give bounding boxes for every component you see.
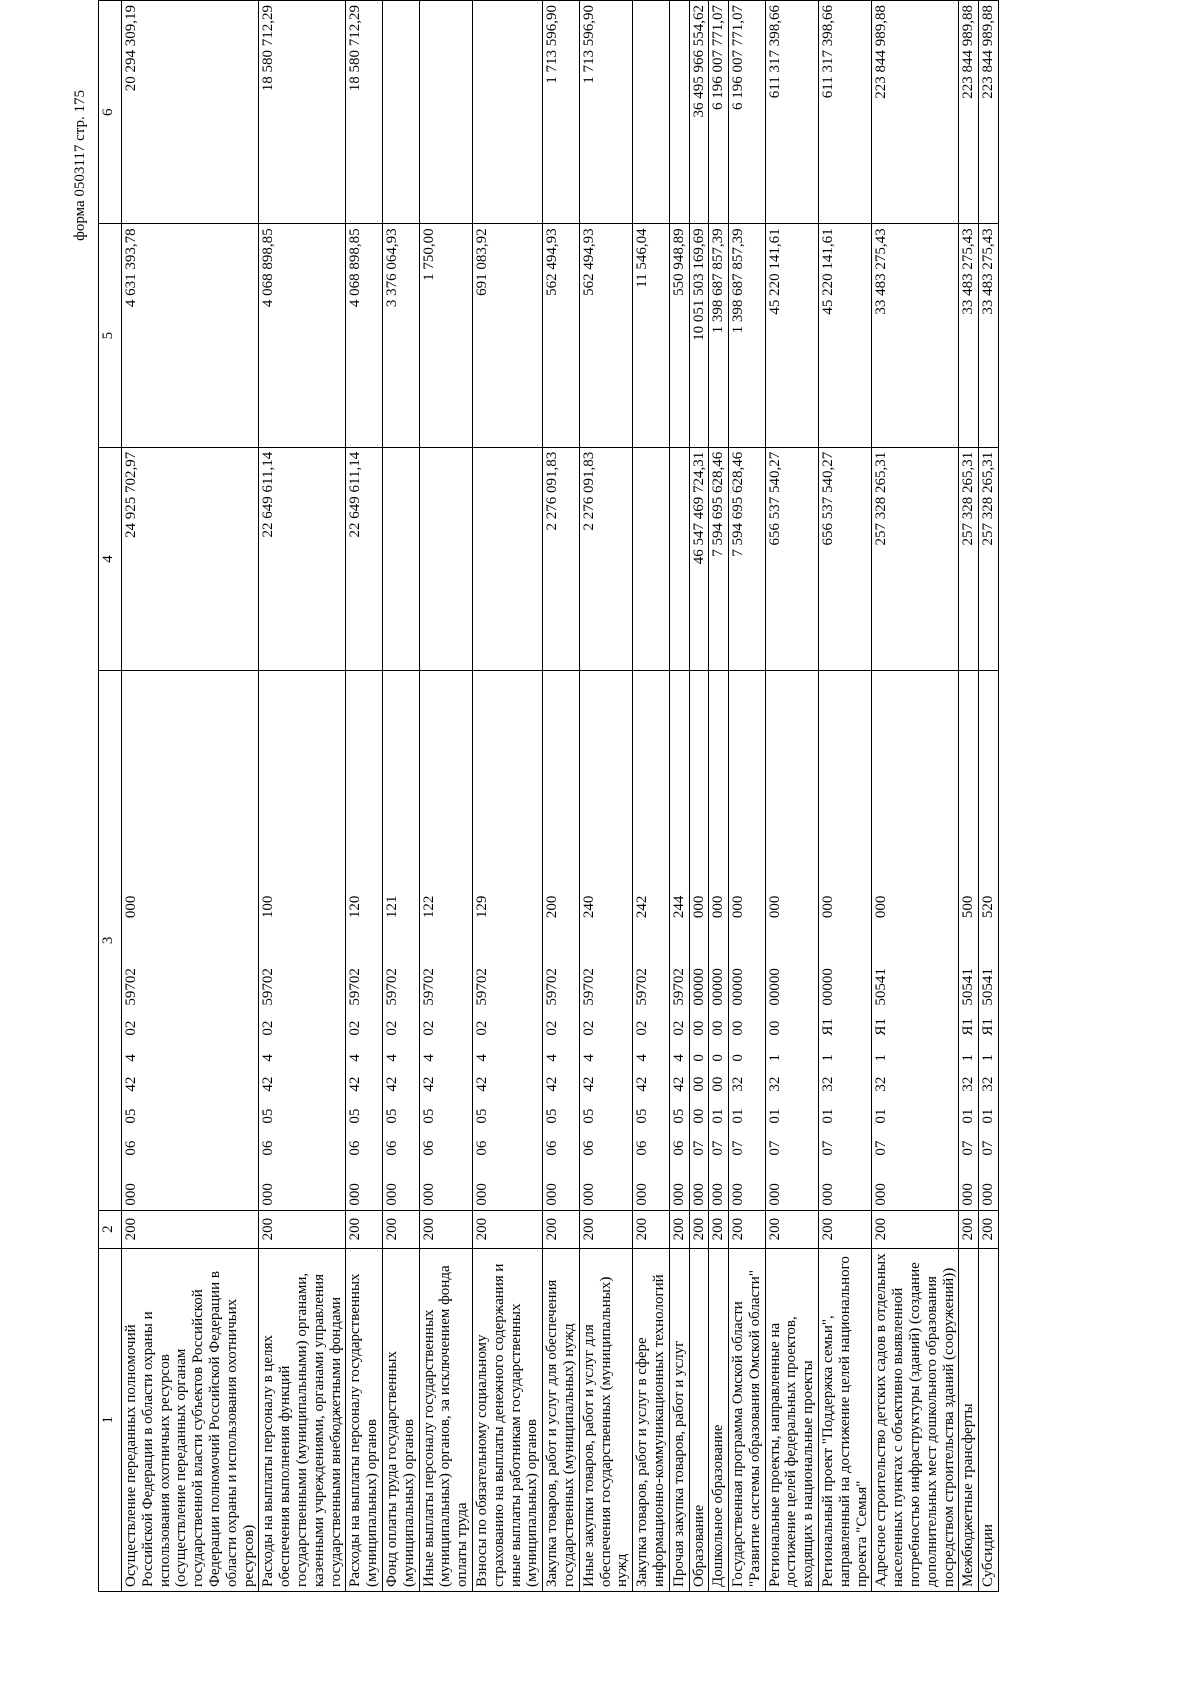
classification-part: 05 [420, 1108, 437, 1124]
classification-part: 42 [580, 1076, 597, 1092]
classification-part: 121 [383, 895, 400, 919]
classification-part: 000 [383, 1183, 400, 1206]
classification-part: 59702 [383, 968, 400, 1006]
row-col5-cell: 45 220 141,61 [819, 224, 872, 447]
table-row [579, 1, 632, 1592]
classification-part: 01 [873, 1108, 890, 1124]
row-col4-cell [472, 447, 542, 670]
row-code-cell: 200 [765, 1210, 818, 1248]
classification-part: 06 [383, 1140, 400, 1156]
classification-part: 42 [260, 1076, 277, 1092]
classification-part: 000 [820, 895, 837, 919]
classification-part: 06 [420, 1140, 437, 1156]
row-col5-cell: 691 083,92 [472, 224, 542, 447]
row-col5-cell: 4 068 898,85 [346, 224, 383, 447]
row-code-cell: 200 [419, 1210, 472, 1248]
row-col4-cell: 257 328 265,31 [979, 447, 999, 670]
table-row [633, 1, 670, 1592]
classification-part: 42 [383, 1076, 400, 1092]
header-col-3: 3 [99, 671, 122, 1210]
classification-part: 06 [123, 1140, 139, 1156]
row-classification-cell [979, 671, 999, 1210]
classification-part: 120 [347, 895, 364, 919]
row-col5-cell: 33 483 275,43 [872, 224, 959, 447]
row-col4-cell: 656 537 540,27 [765, 447, 818, 670]
classification-part: 07 [730, 1140, 747, 1156]
classification-part: 00000 [690, 968, 707, 1006]
classification-part: 06 [347, 1140, 364, 1156]
row-col6-cell: 611 317 398,66 [765, 1, 818, 224]
table-row [543, 1, 580, 1592]
classification-part: Я1 [980, 1018, 997, 1036]
row-name-cell: Расходы на выплаты персоналу государственных (муниципальных) органов [346, 1248, 383, 1591]
row-code-cell: 200 [579, 1210, 632, 1248]
classification-part: 000 [670, 1183, 687, 1206]
row-classification-cell [346, 671, 383, 1210]
classification-part: 00 [710, 1020, 727, 1036]
classification-part: 05 [260, 1108, 277, 1124]
row-code-cell: 200 [729, 1210, 766, 1248]
classification-part: 02 [420, 1020, 437, 1036]
table-row [472, 1, 542, 1592]
classification-part: 59702 [544, 968, 561, 1006]
row-code-cell: 200 [382, 1210, 419, 1248]
classification-part: 000 [260, 1183, 277, 1206]
classification-part: Я1 [960, 1018, 977, 1036]
classification-part: 500 [960, 895, 977, 919]
row-col4-cell: 7 594 695 628,46 [709, 447, 729, 670]
classification-part: 07 [960, 1140, 977, 1156]
classification-part: 02 [634, 1020, 651, 1036]
row-col6-cell: 1 713 596,90 [543, 1, 580, 224]
classification-part: 000 [873, 1183, 890, 1206]
table-row [872, 1, 959, 1592]
classification-part: 59702 [634, 968, 651, 1006]
classification-part: 000 [544, 1183, 561, 1206]
classification-part: 000 [873, 895, 890, 919]
classification-part: 02 [260, 1020, 277, 1036]
row-code-cell: 200 [669, 1210, 689, 1248]
classification-part: 02 [544, 1020, 561, 1036]
row-name-cell: Межбюджетные трансферты [959, 1248, 979, 1591]
classification-part: 000 [710, 1183, 727, 1206]
classification-part: 000 [730, 1183, 747, 1206]
row-col4-cell: 24 925 702,97 [122, 447, 259, 670]
table-row [979, 1, 999, 1592]
classification-part: 02 [670, 1020, 687, 1036]
classification-part: 05 [123, 1108, 139, 1124]
classification-part: 4 [347, 1054, 364, 1062]
classification-code [347, 675, 364, 1205]
row-name-cell: Иные выплаты персоналу государственных (муниципальных) органов, за исключением фонда оплаты труда [419, 1248, 472, 1591]
classification-part: 4 [670, 1054, 687, 1062]
table-row [346, 1, 383, 1592]
row-col4-cell: 46 547 469 724,31 [689, 447, 709, 670]
row-classification-cell [122, 671, 259, 1210]
classification-part: 000 [820, 1183, 837, 1206]
row-col6-cell: 223 844 989,88 [979, 1, 999, 224]
row-name-cell: Образование [689, 1248, 709, 1591]
table-body [122, 1, 999, 1592]
row-classification-cell [579, 671, 632, 1210]
classification-part: 06 [670, 1140, 687, 1156]
classification-part: 59702 [580, 968, 597, 1006]
classification-part: 4 [260, 1054, 277, 1062]
header-col-1: 1 [99, 1248, 122, 1591]
row-name-cell: Осуществление переданных полномочий Российской Федерации в области охраны и использования охотничьих ресурсов (осуществление переданных органам государственной власти субъектов Российской Федерации полномочий Российской Федерации в области охраны и использования охотничьих ресурсов) [122, 1248, 259, 1591]
row-classification-cell [543, 671, 580, 1210]
classification-part: 32 [980, 1076, 997, 1092]
classification-code [421, 675, 438, 1205]
row-code-cell: 200 [872, 1210, 959, 1248]
row-code-cell: 200 [259, 1210, 346, 1248]
row-col4-cell: 257 328 265,31 [872, 447, 959, 670]
table-row [382, 1, 419, 1592]
row-col4-cell [669, 447, 689, 670]
row-col6-cell: 223 844 989,88 [959, 1, 979, 224]
table-row [709, 1, 729, 1592]
row-col6-cell: 1 713 596,90 [579, 1, 632, 224]
classification-code [260, 675, 277, 1205]
classification-part: 06 [544, 1140, 561, 1156]
classification-part: 02 [383, 1020, 400, 1036]
row-col6-cell [419, 1, 472, 224]
row-col5-cell: 1 398 687 857,39 [729, 224, 766, 447]
row-col4-cell: 22 649 611,14 [259, 447, 346, 670]
header-col-2: 2 [99, 1210, 122, 1248]
classification-part: 01 [710, 1108, 727, 1124]
classification-part: 00000 [710, 968, 727, 1006]
table-row [765, 1, 818, 1592]
row-code-cell: 200 [689, 1210, 709, 1248]
classification-part: 000 [580, 1183, 597, 1206]
row-name-cell: Адресное строительство детских садов в отдельных населенных пунктах с объективно выявленной потребностью инфраструктуры (зданий) (создание дополнительных мест дошкольного образования посредством строительства зданий (сооружений)) [872, 1248, 959, 1591]
classification-part: 000 [347, 1183, 364, 1206]
row-col5-cell: 11 546,04 [633, 224, 670, 447]
classification-code [710, 675, 727, 1205]
classification-part: 01 [766, 1108, 783, 1124]
row-classification-cell [709, 671, 729, 1210]
row-code-cell: 200 [346, 1210, 383, 1248]
classification-code [634, 675, 651, 1205]
row-name-cell: Расходы на выплаты персоналу в целях обеспечения выполнения функций государственными (муниципальными) органами, казенными учреждениями, органами управления государственными внебюджетными фондами [259, 1248, 346, 1591]
classification-part: 42 [347, 1076, 364, 1092]
row-col4-cell: 257 328 265,31 [959, 447, 979, 670]
classification-part: 05 [383, 1108, 400, 1124]
classification-part: 520 [980, 895, 997, 919]
row-name-cell: Фонд оплаты труда государственных (муниципальных) органов [382, 1248, 419, 1591]
classification-code [384, 675, 401, 1205]
classification-part: 06 [634, 1140, 651, 1156]
classification-part: 129 [473, 895, 490, 919]
classification-part: 4 [420, 1054, 437, 1062]
row-classification-cell [729, 671, 766, 1210]
classification-part: 32 [820, 1076, 837, 1092]
classification-part: 000 [960, 1183, 977, 1206]
table-row [419, 1, 472, 1592]
classification-part: 000 [123, 895, 139, 919]
row-code-cell: 200 [122, 1210, 259, 1248]
table-row [259, 1, 346, 1592]
classification-part: 06 [260, 1140, 277, 1156]
classification-part: 0 [690, 1054, 707, 1062]
classification-part: 000 [710, 895, 727, 919]
form-label: форма 0503117 стр. 175 [72, 90, 88, 241]
classification-code [123, 675, 140, 1205]
row-code-cell: 200 [979, 1210, 999, 1248]
row-code-cell: 200 [472, 1210, 542, 1248]
classification-part: 07 [873, 1140, 890, 1156]
row-col6-cell: 223 844 989,88 [872, 1, 959, 224]
row-classification-cell [382, 671, 419, 1210]
classification-part: 32 [730, 1076, 747, 1092]
classification-part: 07 [710, 1140, 727, 1156]
classification-part: 1 [960, 1054, 977, 1062]
classification-part: 00 [690, 1020, 707, 1036]
row-col6-cell: 611 317 398,66 [819, 1, 872, 224]
row-classification-cell [669, 671, 689, 1210]
classification-part: 100 [260, 895, 277, 919]
classification-part: 00 [690, 1076, 707, 1092]
classification-part: 05 [634, 1108, 651, 1124]
row-col5-cell: 562 494,93 [543, 224, 580, 447]
classification-part: 000 [123, 1183, 139, 1206]
classification-part: 00000 [730, 968, 747, 1006]
row-col6-cell: 6 196 007 771,07 [729, 1, 766, 224]
row-name-cell: Закупка товаров, работ и услуг в сфере информационно-коммуникационных технологий [633, 1248, 670, 1591]
classification-part: 59702 [260, 968, 277, 1006]
classification-part: 00 [710, 1076, 727, 1092]
classification-part: 01 [980, 1108, 997, 1124]
row-name-cell: Региональный проект "Поддержка семьи", направленный на достижение целей национального проекта "Семья" [819, 1248, 872, 1591]
classification-part: 05 [347, 1108, 364, 1124]
classification-part: 01 [730, 1108, 747, 1124]
classification-part: 00 [690, 1108, 707, 1124]
budget-table [98, 0, 999, 1592]
row-col5-cell: 33 483 275,43 [959, 224, 979, 447]
classification-part: 07 [766, 1140, 783, 1156]
classification-part: Я1 [820, 1018, 837, 1036]
row-col4-cell: 656 537 540,27 [819, 447, 872, 670]
classification-part: 02 [580, 1020, 597, 1036]
row-name-cell: Государственная программа Омской области "Развитие системы образования Омской области" [729, 1248, 766, 1591]
classification-part: 000 [766, 1183, 783, 1206]
row-col4-cell: 7 594 695 628,46 [729, 447, 766, 670]
classification-part: 01 [820, 1108, 837, 1124]
row-code-cell: 200 [709, 1210, 729, 1248]
classification-part: 59702 [473, 968, 490, 1006]
row-classification-cell [689, 671, 709, 1210]
row-col5-cell: 1 398 687 857,39 [709, 224, 729, 447]
classification-code [691, 675, 708, 1205]
classification-part: 07 [820, 1140, 837, 1156]
classification-part: 00000 [820, 968, 837, 1006]
classification-code [960, 675, 977, 1205]
row-classification-cell [419, 671, 472, 1210]
row-classification-cell [633, 671, 670, 1210]
classification-part: 4 [383, 1054, 400, 1062]
row-col5-cell: 562 494,93 [579, 224, 632, 447]
classification-part: 02 [347, 1020, 364, 1036]
row-col6-cell: 20 294 309,19 [122, 1, 259, 224]
classification-part: 00 [730, 1020, 747, 1036]
row-code-cell: 200 [543, 1210, 580, 1248]
classification-part: 1 [980, 1054, 997, 1062]
row-name-cell: Иные закупки товаров, работ и услуг для обеспечения государственных (муниципальных) нужд [579, 1248, 632, 1591]
classification-part: 240 [580, 895, 597, 919]
classification-part: 32 [766, 1076, 783, 1092]
row-col5-cell: 1 750,00 [419, 224, 472, 447]
classification-code [820, 675, 837, 1205]
row-classification-cell [765, 671, 818, 1210]
row-col6-cell: 6 196 007 771,07 [709, 1, 729, 224]
classification-code [544, 675, 561, 1205]
row-classification-cell [872, 671, 959, 1210]
row-col4-cell: 2 276 091,83 [579, 447, 632, 670]
classification-code [474, 675, 491, 1205]
classification-code [980, 675, 997, 1205]
classification-part: 1 [873, 1054, 890, 1062]
row-col6-cell: 18 580 712,29 [346, 1, 383, 224]
classification-part: 50541 [960, 968, 977, 1006]
row-col6-cell: 18 580 712,29 [259, 1, 346, 224]
classification-part: 42 [473, 1076, 490, 1092]
row-classification-cell [819, 671, 872, 1210]
classification-part: 42 [634, 1076, 651, 1092]
row-col6-cell [633, 1, 670, 224]
header-row [99, 1, 122, 1592]
row-col4-cell: 2 276 091,83 [543, 447, 580, 670]
row-code-cell: 200 [959, 1210, 979, 1248]
classification-part: 000 [766, 895, 783, 919]
classification-part: 00000 [766, 968, 783, 1006]
table-row [122, 1, 259, 1592]
classification-part: 59702 [123, 968, 139, 1006]
classification-part: 05 [670, 1108, 687, 1124]
classification-part: 05 [580, 1108, 597, 1124]
row-name-cell: Взносы по обязательному социальному страхованию на выплаты денежного содержания и иные выплаты работникам государственных (муниципальных) органов [472, 1248, 542, 1591]
row-col5-cell: 10 051 503 169,69 [689, 224, 709, 447]
row-name-cell: Прочая закупка товаров, работ и услуг [669, 1248, 689, 1591]
classification-part: 000 [690, 1183, 707, 1206]
classification-part: 59702 [670, 968, 687, 1006]
row-col4-cell: 22 649 611,14 [346, 447, 383, 670]
classification-part: 1 [820, 1054, 837, 1062]
row-classification-cell [259, 671, 346, 1210]
classification-code [873, 675, 890, 1205]
classification-part: 000 [473, 1183, 490, 1206]
classification-part: 4 [580, 1054, 597, 1062]
classification-part: 50541 [980, 968, 997, 1006]
classification-part: 122 [420, 895, 437, 919]
classification-part: 242 [634, 895, 651, 919]
classification-code [730, 675, 747, 1205]
classification-part: 0 [730, 1054, 747, 1062]
row-classification-cell [959, 671, 979, 1210]
classification-part: 42 [544, 1076, 561, 1092]
table-row [729, 1, 766, 1592]
row-col5-cell: 45 220 141,61 [765, 224, 818, 447]
classification-part: 59702 [420, 968, 437, 1006]
row-col4-cell [419, 447, 472, 670]
classification-part: 4 [544, 1054, 561, 1062]
row-name-cell: Закупка товаров, работ и услуг для обеспечения государственных (муниципальных) нужд [543, 1248, 580, 1591]
classification-part: 07 [690, 1140, 707, 1156]
classification-part: 4 [634, 1054, 651, 1062]
classification-part: 000 [980, 1183, 997, 1206]
classification-part: 50541 [873, 968, 890, 1006]
table-row [689, 1, 709, 1592]
row-col5-cell: 3 376 064,93 [382, 224, 419, 447]
classification-part: 000 [730, 895, 747, 919]
classification-part: 244 [670, 895, 687, 919]
row-col6-cell [382, 1, 419, 224]
classification-part: 02 [123, 1020, 139, 1036]
header-col-4: 4 [99, 447, 122, 670]
classification-part: 59702 [347, 968, 364, 1006]
row-code-cell: 200 [819, 1210, 872, 1248]
row-col5-cell: 4 631 393,78 [122, 224, 259, 447]
classification-part: 06 [473, 1140, 490, 1156]
table-row [819, 1, 872, 1592]
row-col4-cell [633, 447, 670, 670]
header-col-5: 5 [99, 224, 122, 447]
row-col4-cell [382, 447, 419, 670]
classification-part: 02 [473, 1020, 490, 1036]
classification-part: 1 [766, 1054, 783, 1062]
classification-part: Я1 [873, 1018, 890, 1036]
classification-part: 4 [123, 1054, 139, 1062]
classification-part: 06 [580, 1140, 597, 1156]
row-classification-cell [472, 671, 542, 1210]
classification-part: 05 [473, 1108, 490, 1124]
classification-code [767, 675, 784, 1205]
row-col5-cell: 33 483 275,43 [979, 224, 999, 447]
row-code-cell: 200 [633, 1210, 670, 1248]
classification-part: 42 [123, 1076, 139, 1092]
classification-part: 0 [710, 1054, 727, 1062]
classification-part: 05 [544, 1108, 561, 1124]
header-col-6: 6 [99, 1, 122, 224]
classification-part: 32 [960, 1076, 977, 1092]
classification-part: 42 [420, 1076, 437, 1092]
table-row [669, 1, 689, 1592]
row-col6-cell [472, 1, 542, 224]
classification-part: 000 [420, 1183, 437, 1206]
row-name-cell: Субсидии [979, 1248, 999, 1591]
classification-part: 000 [634, 1183, 651, 1206]
classification-part: 4 [473, 1054, 490, 1062]
row-col5-cell: 550 948,89 [669, 224, 689, 447]
classification-part: 01 [960, 1108, 977, 1124]
classification-code [581, 675, 598, 1205]
classification-part: 00 [766, 1020, 783, 1036]
row-name-cell: Региональные проекты, направленные на достижение целей федеральных проектов, входящих в национальные проекты [765, 1248, 818, 1591]
classification-code [671, 675, 688, 1205]
classification-part: 200 [544, 895, 561, 919]
classification-part: 32 [873, 1076, 890, 1092]
row-col6-cell [669, 1, 689, 224]
classification-part: 42 [670, 1076, 687, 1092]
classification-part: 07 [980, 1140, 997, 1156]
table-row [959, 1, 979, 1592]
row-name-cell: Дошкольное образование [709, 1248, 729, 1591]
classification-part: 000 [690, 895, 707, 919]
row-col5-cell: 4 068 898,85 [259, 224, 346, 447]
row-col6-cell: 36 495 966 554,62 [689, 1, 709, 224]
